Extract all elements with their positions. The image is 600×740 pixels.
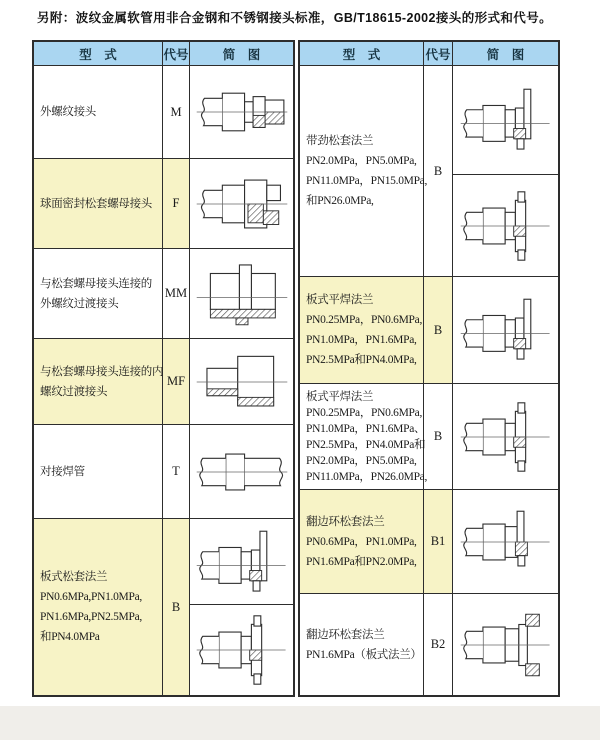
diagram-cell — [453, 66, 558, 276]
type-text: 板式平焊法兰 — [306, 390, 374, 403]
table-row — [34, 159, 293, 249]
type-text: PN2.5MPa，PN4.0MPa和 — [306, 438, 426, 451]
code-cell: B — [424, 66, 453, 276]
type-text: 外螺纹过渡接头 — [40, 297, 119, 310]
diagram-cell — [453, 277, 558, 383]
left-table — [32, 40, 295, 697]
table-row — [300, 66, 558, 277]
type-text: 与松套螺母接头连接的 — [40, 277, 152, 290]
type-text: PN1.0MPa，PN1.6MPa、 — [306, 422, 426, 435]
code-cell: M — [163, 66, 190, 158]
lap-b2-diagram — [459, 609, 553, 681]
code-cell: F — [163, 159, 190, 248]
diagram-subcell — [453, 490, 558, 593]
diagram-cell — [190, 159, 293, 248]
table-row — [300, 490, 558, 594]
type-cell — [300, 277, 424, 383]
code-cell: T — [163, 425, 190, 518]
table-row — [34, 339, 293, 425]
type-text: PN2.0MPa，PN5.0MPa, — [306, 454, 417, 467]
diagram-cell — [453, 384, 558, 489]
code-cell: MF — [163, 339, 190, 424]
hex-mf-diagram — [195, 346, 289, 418]
diagram-cell — [190, 339, 293, 424]
hex-mm-diagram — [195, 258, 289, 330]
code-cell: B2 — [424, 594, 453, 695]
code-cell: B — [424, 384, 453, 489]
lap-b1-diagram — [459, 506, 553, 578]
flange-bolts-diagram — [459, 401, 553, 473]
diagram-subcell — [453, 175, 558, 276]
type-cell — [34, 425, 163, 518]
header-cell-code: 代号 — [163, 42, 190, 65]
diagram-cell — [190, 249, 293, 338]
diagram-subcell — [453, 594, 558, 695]
type-text: 板式松套法兰 — [40, 571, 108, 583]
page-title: 另附：波纹金属软管用非合金钢和不锈钢接头标准，GB/T18615-2002接头的形式和代号。 — [37, 11, 552, 25]
diagram-subcell — [190, 159, 293, 248]
header-cell-type: 型 式 — [300, 42, 424, 65]
type-text: 与松套螺母接头连接的内 — [40, 365, 164, 378]
page-bottom-margin — [0, 706, 600, 740]
diagram-cell — [190, 519, 293, 695]
table-row — [300, 384, 558, 490]
diagram-subcell — [190, 605, 293, 695]
type-text: PN11.0MPa，PN26.0MPa, — [306, 470, 428, 483]
table-header-row — [34, 42, 293, 66]
type-text: 外螺纹接头 — [40, 106, 96, 118]
type-text: PN2.0MPa，PN5.0MPa, — [306, 155, 417, 167]
table-row — [34, 519, 293, 695]
table-row — [34, 66, 293, 159]
table-row — [300, 594, 558, 695]
flange-bolts-diagram — [459, 190, 553, 262]
diagram-cell — [190, 425, 293, 518]
right-table — [298, 40, 560, 697]
type-text: PN0.25MPa，PN0.6MPa, — [306, 314, 423, 326]
type-text: 对接焊管 — [40, 465, 85, 478]
type-text: 带劲松套法兰 — [306, 135, 374, 147]
type-cell — [34, 66, 163, 158]
header-cell-diagram: 简 图 — [222, 47, 261, 62]
code-cell: B — [163, 519, 190, 695]
diagram-subcell — [190, 66, 293, 158]
flange-stem-up-diagram — [459, 294, 553, 366]
type-cell — [34, 519, 163, 695]
header-cell-type: 型 式 — [34, 42, 163, 65]
type-text: 螺纹过渡接头 — [40, 385, 108, 398]
swivel-nut-diagram — [195, 168, 289, 240]
diagram-subcell — [453, 277, 558, 383]
type-cell — [300, 66, 428, 276]
diagram-cell — [190, 66, 293, 158]
type-cell — [300, 594, 424, 695]
type-cell — [300, 490, 424, 593]
type-cell — [34, 249, 163, 338]
type-text: PN1.6MPa,PN2.5MPa, — [40, 611, 142, 623]
type-text: PN2.5MPa和PN4.0MPa, — [306, 354, 417, 366]
diagram-cell — [453, 594, 558, 695]
type-text: 球面密封松套螺母接头 — [40, 197, 152, 210]
diagram-subcell — [453, 66, 558, 175]
type-text: 板式平焊法兰 — [306, 294, 374, 306]
diagram-subcell — [190, 519, 293, 605]
type-cell — [34, 339, 163, 424]
header-cell-code: 代号 — [424, 42, 453, 65]
type-text: 翻边环松套法兰 — [306, 515, 385, 528]
table-row — [300, 277, 558, 384]
diagram-cell — [453, 490, 558, 593]
type-text: 翻边环松套法兰 — [306, 628, 385, 641]
flange-bolts-diagram — [195, 614, 289, 686]
flange-stem-up-diagram — [195, 526, 289, 598]
type-text: PN0.25MPa，PN0.6MPa, — [306, 406, 423, 419]
code-cell: B — [424, 277, 453, 383]
table-header-row — [300, 42, 558, 66]
type-text: PN0.6MPa,PN1.0MPa, — [40, 591, 142, 603]
type-text: PN11.0MPa，PN15.0MPa, — [306, 175, 428, 187]
diagram-subcell — [190, 425, 293, 518]
type-text: PN1.6MPa（板式法兰） — [306, 648, 422, 661]
table-row — [34, 249, 293, 339]
fittings-table — [32, 40, 560, 697]
type-cell — [34, 159, 163, 248]
diagram-subcell — [453, 384, 558, 489]
type-text: 和PN26.0MPa, — [306, 195, 374, 207]
code-cell: MM — [163, 249, 190, 338]
male-thread-diagram — [195, 76, 289, 148]
type-text: PN1.6MPa和PN2.0MPa, — [306, 555, 417, 568]
code-cell: B1 — [424, 490, 453, 593]
diagram-subcell — [190, 339, 293, 424]
header-cell-diagram: 简 图 — [486, 47, 525, 62]
diagram-subcell — [190, 249, 293, 338]
type-text: PN1.0MPa，PN1.6MPa, — [306, 334, 417, 346]
butt-weld-diagram — [195, 436, 289, 508]
table-row — [34, 425, 293, 519]
flange-stem-up-diagram — [459, 84, 553, 156]
type-cell — [300, 384, 428, 489]
type-text: PN0.6MPa，PN1.0MPa, — [306, 535, 417, 548]
type-text: 和PN4.0MPa — [40, 631, 100, 643]
